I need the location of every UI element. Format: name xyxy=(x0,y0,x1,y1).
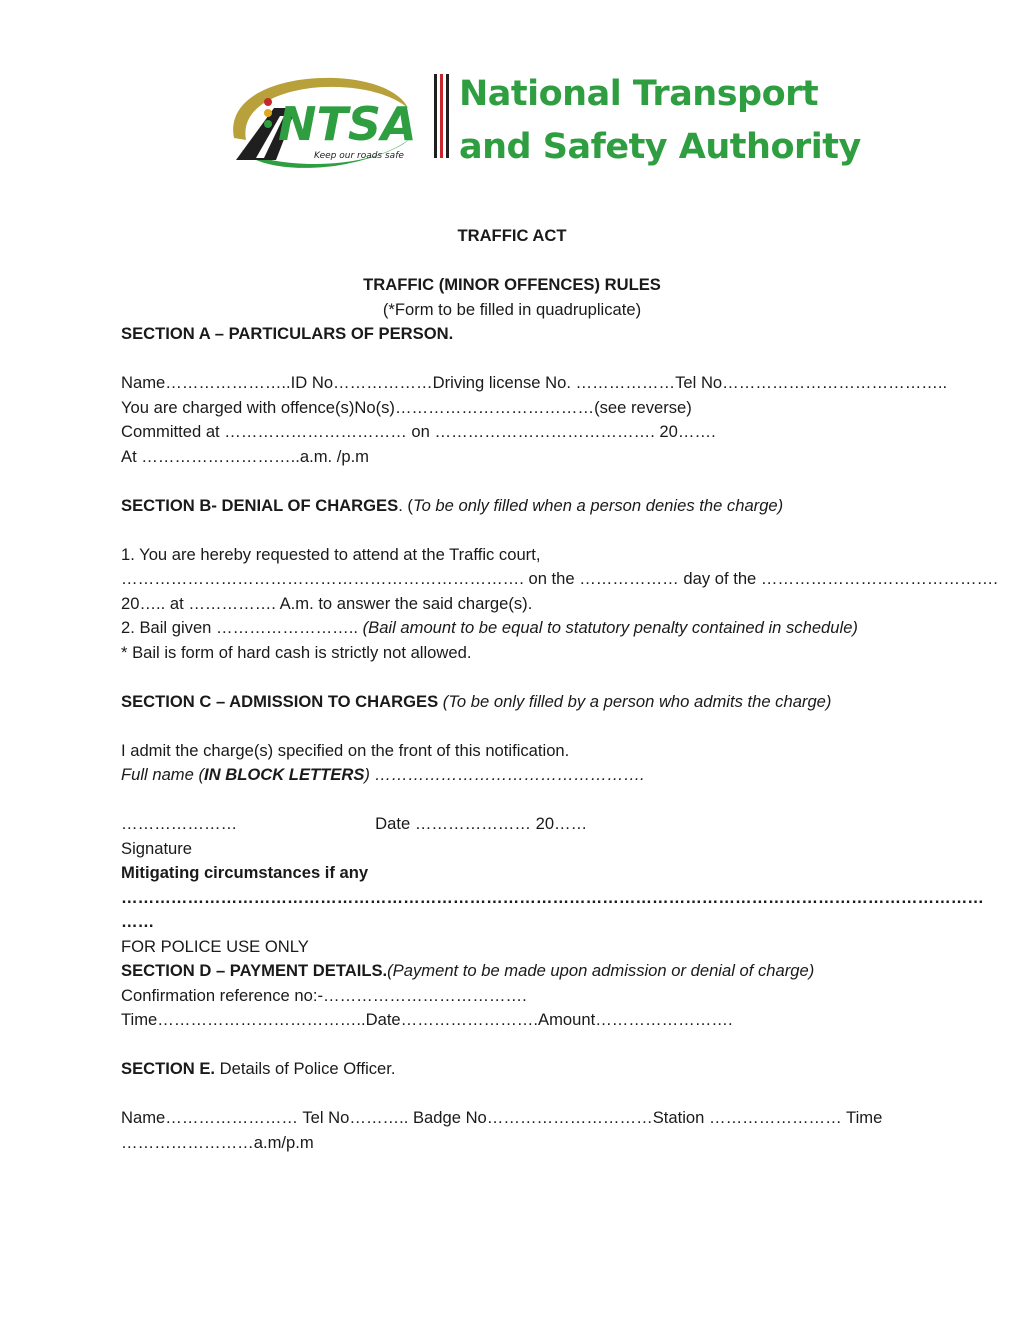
police-use-only: FOR POLICE USE ONLY xyxy=(121,936,309,956)
section-e-line-1: Name…………………… Tel No……….. Badge No…………………………Station …………………… Time xyxy=(121,1108,883,1127)
bail-note: (Bail amount to be equal to statutory penalty contained in schedule) xyxy=(362,618,858,637)
section-b-line-1: 1. You are hereby requested to attend at the Traffic court, xyxy=(121,544,541,564)
section-e-heading: SECTION E. xyxy=(121,1059,216,1078)
mitigating-dots-1: ………………………………………………………………………………………………………………………………………… xyxy=(121,887,984,907)
section-c-heading: SECTION C – ADMISSION TO CHARGES xyxy=(121,691,439,711)
section-c-note: (To be only filled by a person who admits the charge) xyxy=(442,691,832,711)
date-field: Date ………………… 20…… xyxy=(375,814,588,833)
section-b-note: To be only filled when a person denies the charge) xyxy=(412,495,784,515)
section-a-line-3: Committed at …………………………… on …………………………………. 20……. xyxy=(121,422,716,441)
section-d-line-2: Time………………………………..Date…………………….Amount……………………. xyxy=(121,1010,733,1029)
form-body xyxy=(121,224,998,1155)
org-line-2: and Safety Authority xyxy=(459,127,861,167)
section-e-heading-line xyxy=(121,1057,911,1082)
section-e-line-2: ……………………a.m/p.m xyxy=(121,1132,314,1152)
section-b-heading-tail: . ( xyxy=(398,495,413,515)
full-name-dots: ) …………………………………………. xyxy=(364,765,645,784)
section-d-line-1: Confirmation reference no:-………………………………. xyxy=(121,985,527,1005)
section-d-note: (Payment to be made upon admission or denial of charge) xyxy=(387,961,815,980)
section-d-heading: SECTION D – PAYMENT DETAILS. xyxy=(121,961,388,980)
organization-name xyxy=(459,68,861,174)
block-letters: IN BLOCK LETTERS xyxy=(204,765,365,784)
section-c-line-1: I admit the charge(s) specified on the front of this notification. xyxy=(121,740,570,760)
full-name-line xyxy=(121,763,911,788)
section-a-line-4: At ………………………..a.m. /p.m xyxy=(121,446,370,466)
org-line-1: National Transport xyxy=(459,74,819,114)
section-b-line-4 xyxy=(121,616,911,641)
rules-title: TRAFFIC (MINOR OFFENCES) RULES xyxy=(363,275,661,294)
section-b-heading-line xyxy=(121,494,911,519)
full-name-label: Full name ( xyxy=(121,765,204,784)
bail-given: 2. Bail given …………………….. xyxy=(121,618,363,637)
section-b-line-3: 20….. at ……………. A.m. to answer the said charge(s). xyxy=(121,593,533,613)
mitigating-dots-2: …… xyxy=(121,912,155,931)
section-c-heading-line xyxy=(121,690,911,715)
form-note: (*Form to be filled in quadruplicate) xyxy=(382,299,642,319)
section-b-line-2: ………………………………………………………………. on the ……………… day of the ……………………………………. xyxy=(121,569,998,588)
section-a-line-1: Name…………………..ID No………………Driving license No. ………………Tel No………………………………….. xyxy=(121,373,948,392)
section-b-heading: SECTION B- DENIAL OF CHARGES xyxy=(121,495,399,515)
section-d-heading-line xyxy=(121,959,911,984)
signature-label: Signature xyxy=(121,838,193,858)
logo-text: NTSA xyxy=(278,97,417,151)
section-e-tail: Details of Police Officer. xyxy=(215,1059,396,1078)
section-a-heading: SECTION A – PARTICULARS OF PERSON. xyxy=(121,324,454,343)
section-b-line-5: * Bail is form of hard cash is strictly not allowed. xyxy=(121,642,472,662)
signature-dots: ………………… xyxy=(121,814,238,833)
section-a-line-2: You are charged with offence(s)No(s)………………………………(see reverse) xyxy=(121,397,692,417)
mitigating-heading: Mitigating circumstances if any xyxy=(121,863,369,882)
logo-tagline: Keep our roads safe xyxy=(314,151,404,161)
act-title: TRAFFIC ACT xyxy=(457,226,567,245)
signature-date-line xyxy=(121,812,911,837)
